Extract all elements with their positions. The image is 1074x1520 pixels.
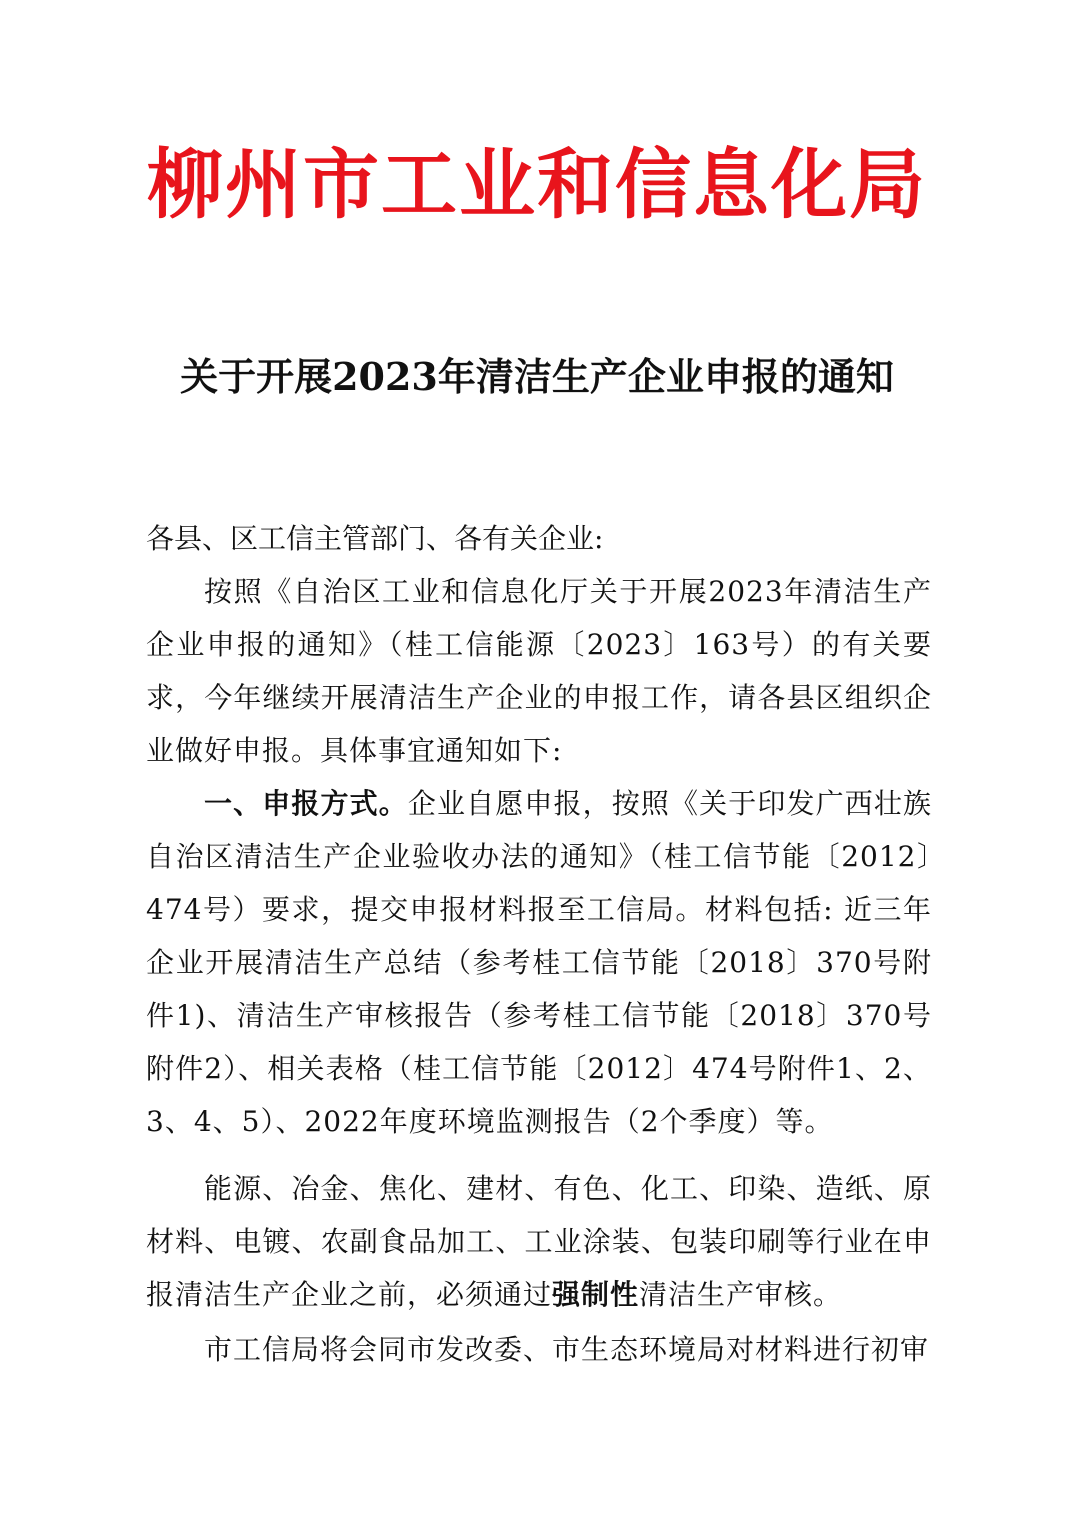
text-after: 清洁生产审核。	[639, 1278, 843, 1311]
paragraph-review: 市工信局将会同市发改委、市生态环境局对材料进行初审	[204, 1333, 930, 1366]
org-header: 柳州市工业和信息化局	[147, 140, 927, 229]
document-title: 关于开展2023年清洁生产企业申报的通知	[180, 354, 894, 399]
emphasis-mandatory: 强制性	[552, 1278, 640, 1311]
paragraph-intro: 按照《自治区工业和信息化厅关于开展2023年清洁生产企业申报的通知》（桂工信能源〔2023〕163号）的有关要求，今年继续开展清洁生产企业的申报工作，请各县区组织企业做好申报。具体事宜通知如下:	[146, 575, 932, 767]
paragraph-mandatory-audit	[146, 1162, 932, 1321]
paragraph-application-method	[146, 777, 932, 1148]
text-before: 能源、冶金、焦化、建材、有色、化工、印染、造纸、原材料、电镀、农副食品加工、工业涂装、包装印刷等行业在申报清洁生产企业之前，必须通过	[146, 1172, 932, 1311]
section-body: 企业自愿申报，按照《关于印发广西壮族自治区清洁生产企业验收办法的通知》（桂工信节能〔2012〕474号）要求，提交申报材料报至工信局。材料包括: 近三年企业开展清洁生产总结（参考桂工信节能〔2018〕370号附件1)、清洁生产审核报告（参考桂工信节能〔2018〕370号附件2）、相关表格（桂工信节能〔2012〕474号附件1、2、3、4、5）、2022年度环境监测报告（2个季度）等。	[146, 787, 932, 1138]
salutation: 各县、区工信主管部门、各有关企业:	[146, 522, 604, 555]
section-heading: 一、申报方式。	[204, 787, 408, 820]
